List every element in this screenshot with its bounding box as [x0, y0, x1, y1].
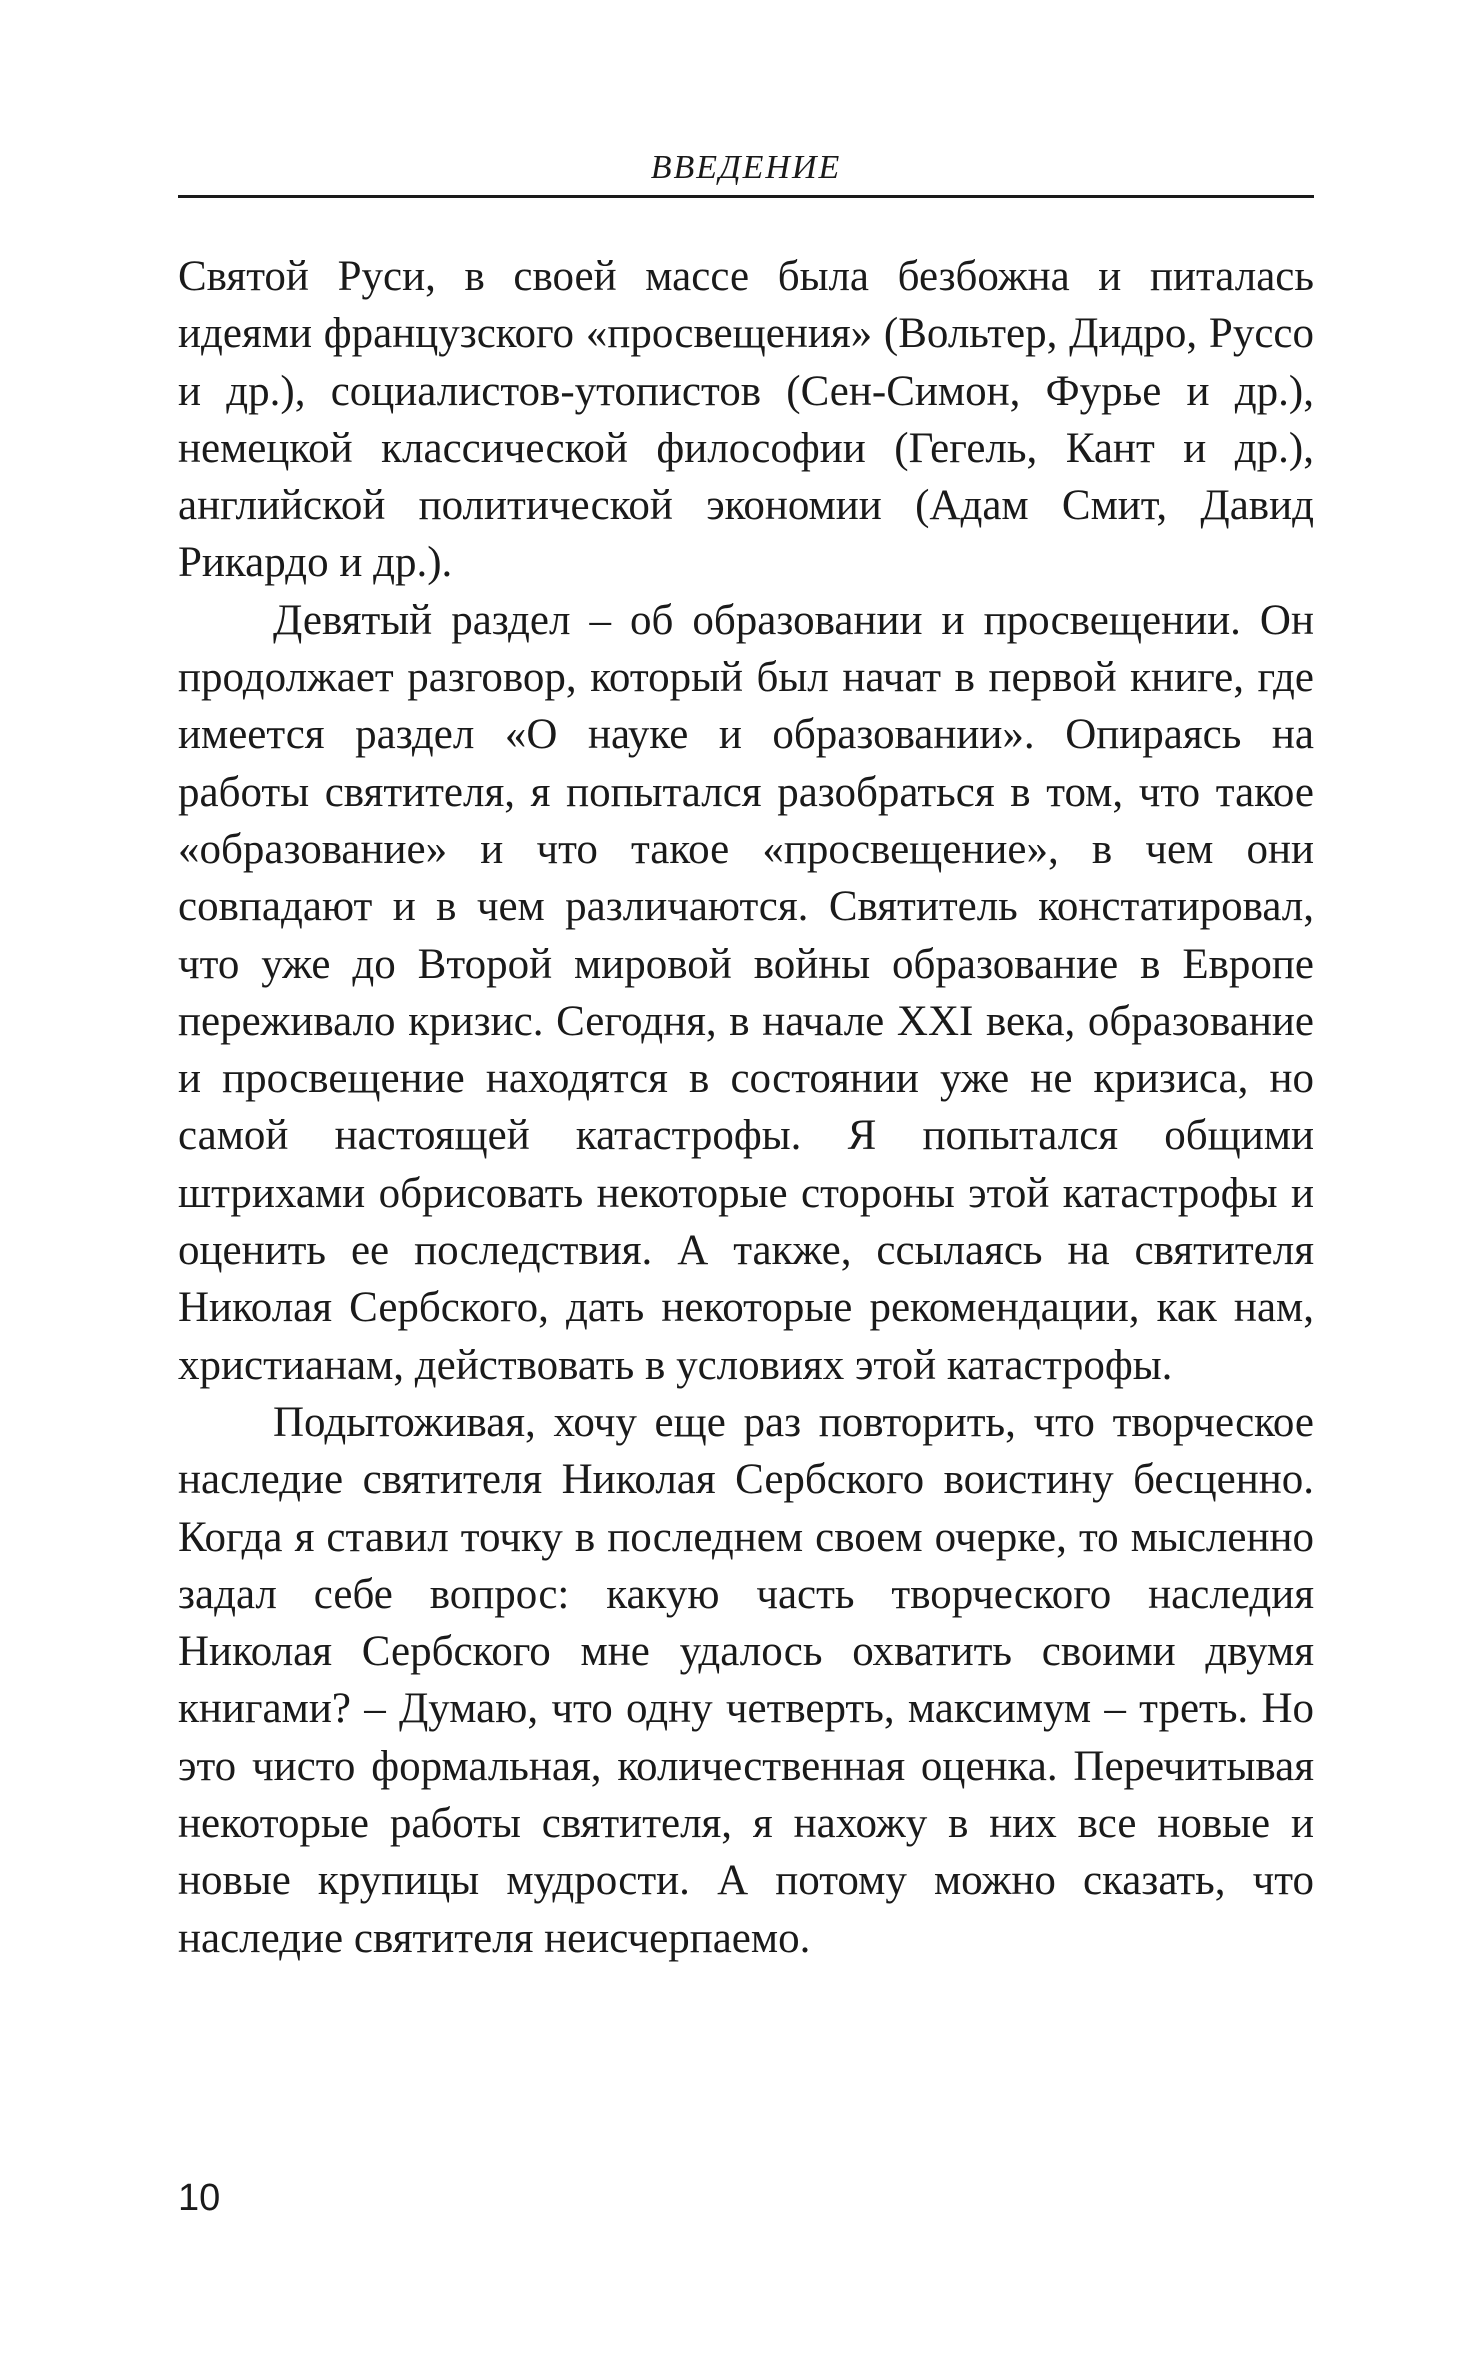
paragraph-1: Святой Руси, в своей массе была безбожна и питалась идеями французского «просвещения» (Вольтер, Дидро, Руссо и др.), социалистов-утопистов (Сен-Симон, Фурье и др.), немецкой классической философии (Гегель, Кант и др.), английской политической экономии (Адам Смит, Давид Рикардо и др.).: [178, 253, 1314, 587]
body-text: [178, 248, 1314, 1967]
running-header: ВВЕДЕНИЕ: [650, 149, 842, 186]
paragraph-3: Подытоживая, хочу еще раз повторить, что творческое наследие святителя Николая Сербского воистину бесценно. Когда я ставил точку в последнем своем очерке, то мысленно задал себе вопрос: какую часть творческого наследия Николая Сербского мне удалось охватить своими двумя книгами? – Думаю, что одну четверть, максимум – треть. Но это чисто формальная, количественная оценка. Перечитывая некоторые работы святителя, я нахожу в них все новые и новые крупицы мудрости. А потому можно сказать, что наследие святителя неисчерпаемо.: [178, 1398, 1314, 1962]
header-rule: [178, 195, 1314, 198]
paragraph-2: Девятый раздел – об образовании и просвещении. Он продолжает разговор, который был начат в первой книге, где имеется раздел «О науке и образовании». Опираясь на работы святителя, я попытался разобраться в том, что такое «образование» и что такое «просвещение», в чем они совпадают и в чем различаются. Святитель констатировал, что уже до Второй мировой войны образование в Европе переживало кризис. Сегодня, в начале XXI века, образование и просвещение находятся в состоянии уже не кризиса, но самой настоящей катастрофы. Я попытался общими штрихами обрисовать некоторые стороны этой катастрофы и оценить ее последствия. А также, ссылаясь на святителя Николая Сербского, дать некоторые рекомендации, как нам, христианам, действовать в условиях этой катастрофы.: [178, 596, 1314, 1389]
page-number: 10: [178, 2177, 221, 2219]
